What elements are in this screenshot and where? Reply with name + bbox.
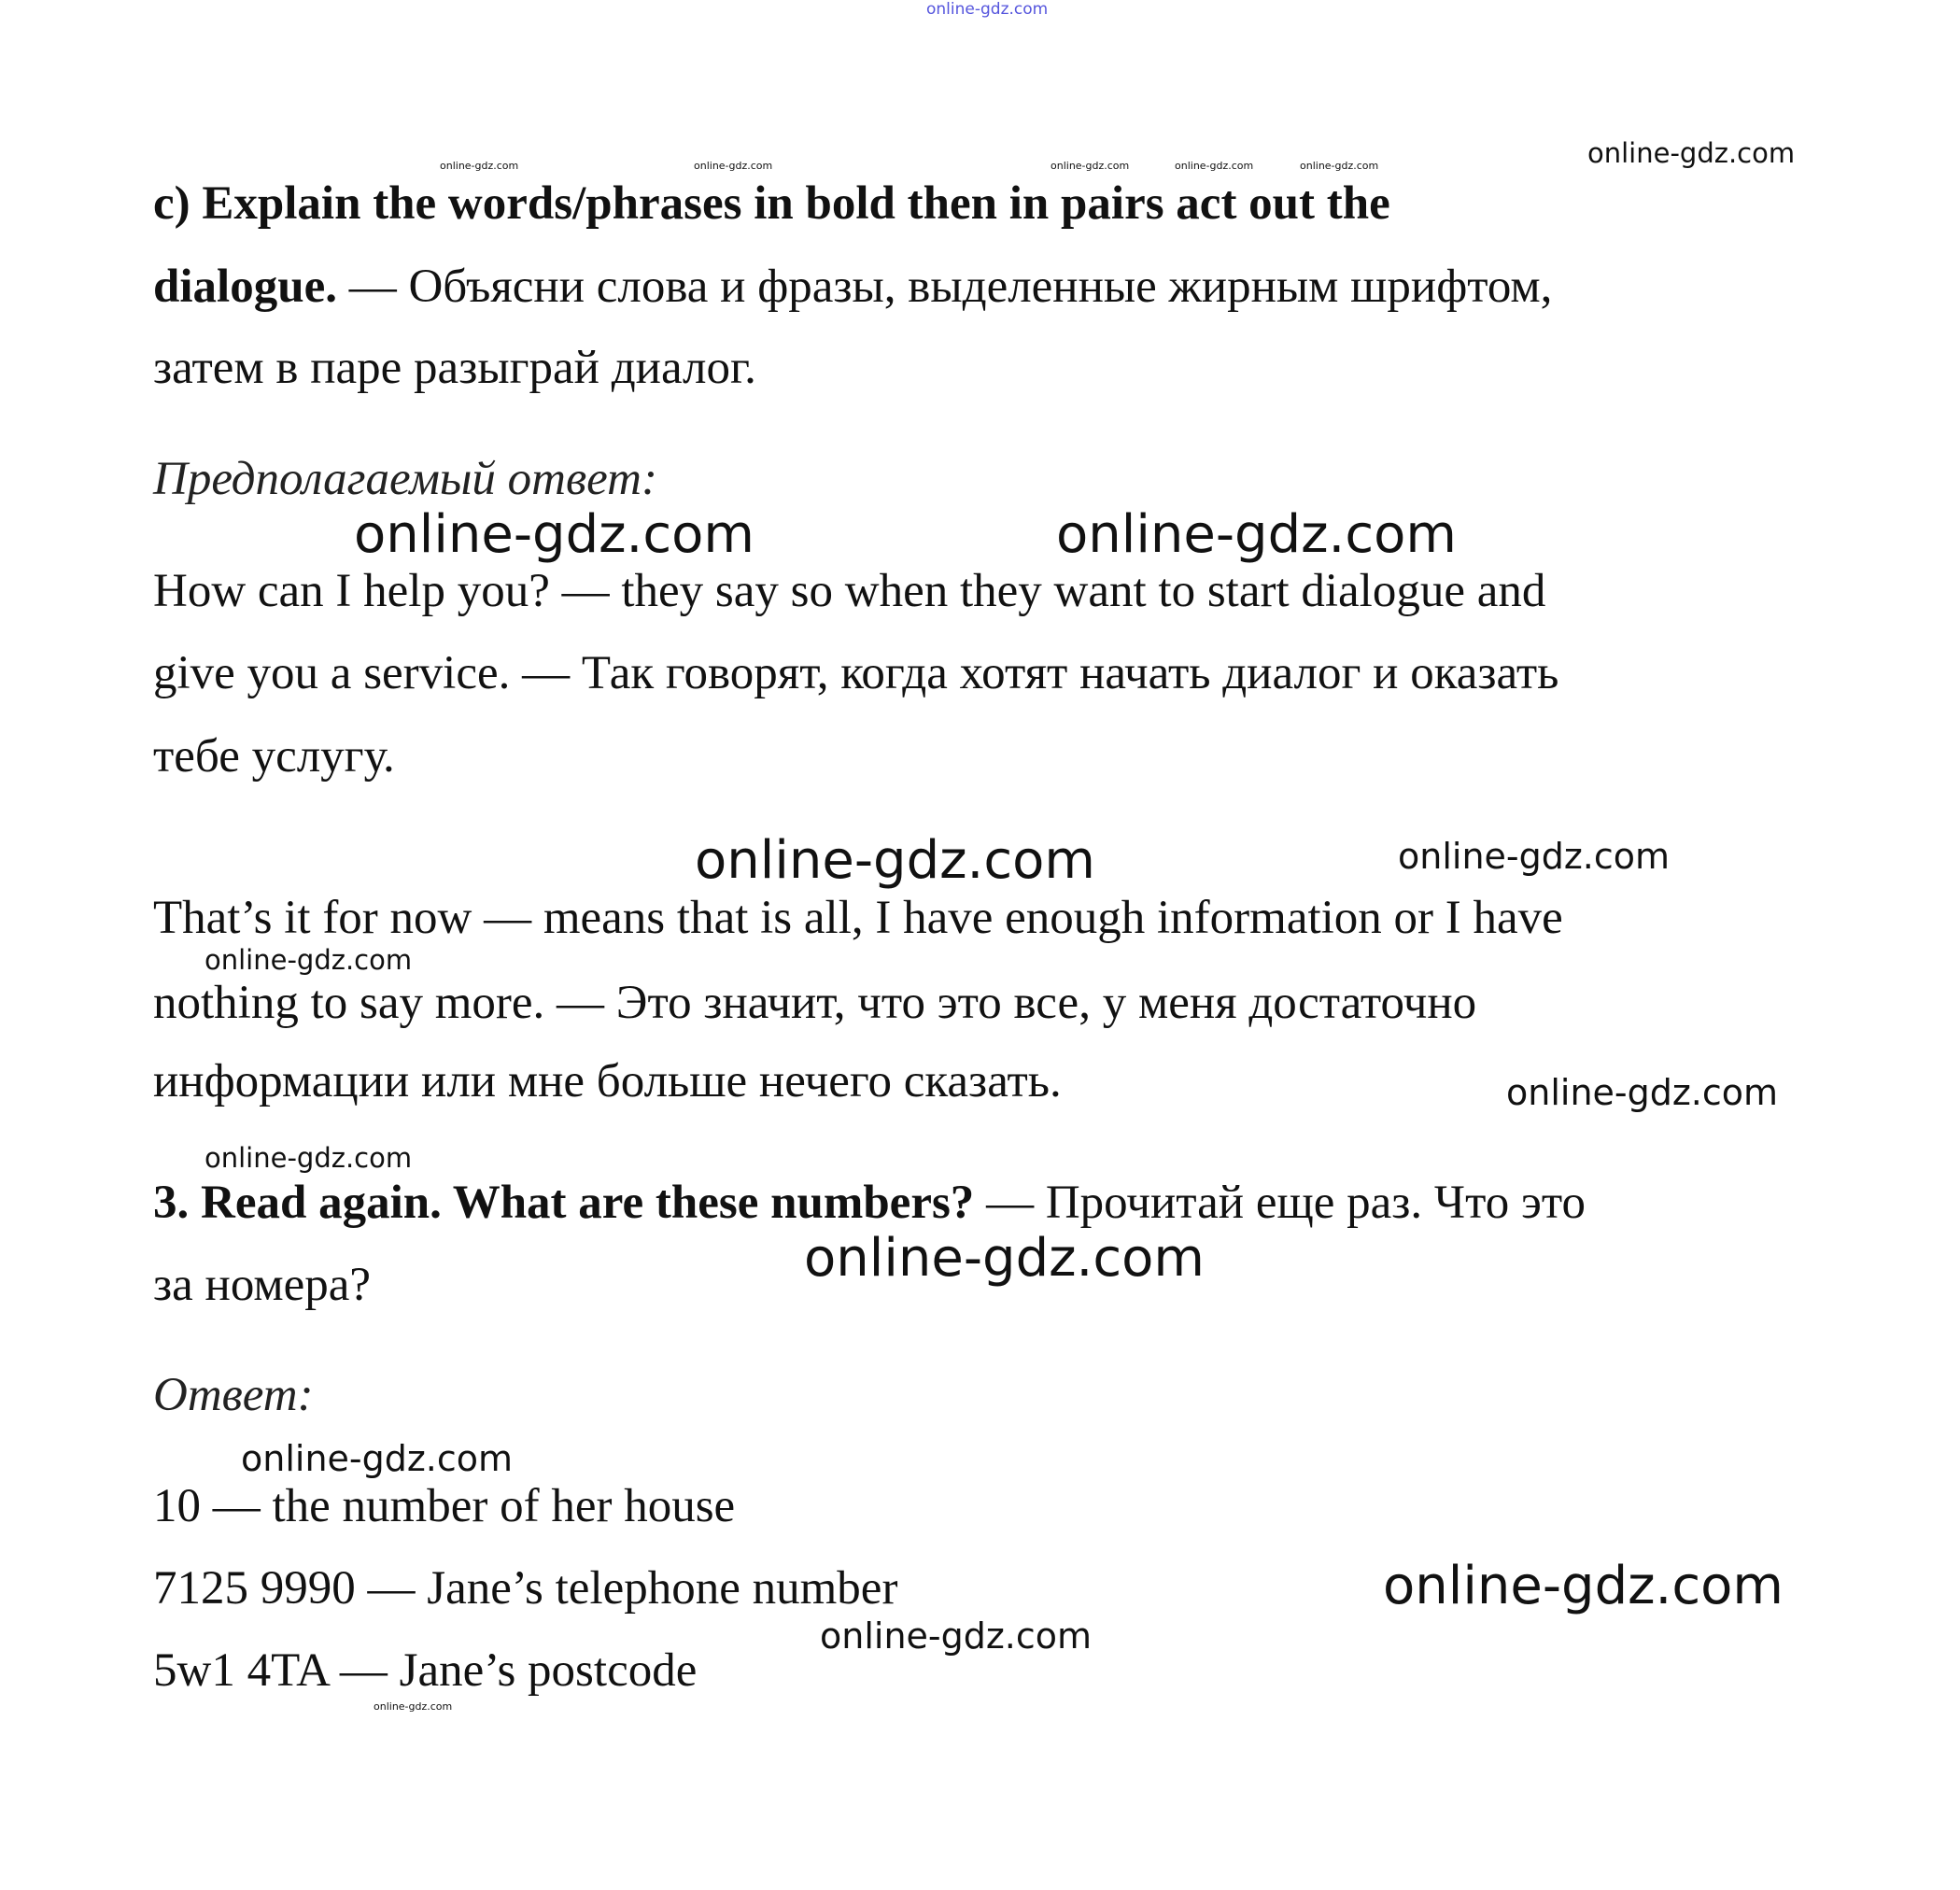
watermark: online-gdz.com	[1175, 160, 1254, 172]
watermark: online-gdz.com	[1398, 836, 1671, 877]
task-3-line-2: за номера?	[153, 1259, 372, 1311]
watermark: online-gdz.com	[1300, 160, 1379, 172]
watermark: online-gdz.com	[1051, 160, 1130, 172]
task-c-line-2	[153, 259, 1552, 315]
watermark: online-gdz.com	[241, 1438, 514, 1479]
task-c-bold: dialogue.	[153, 261, 337, 313]
watermark: online-gdz.com	[204, 944, 413, 976]
watermark: online-gdz.com	[1506, 1072, 1779, 1113]
watermark: online-gdz.com	[1383, 1556, 1784, 1616]
task-3-translation: — Прочитай еще раз. Что это	[974, 1177, 1586, 1229]
top-watermark: online-gdz.com	[926, 0, 1049, 19]
explanation-line: give you a service. — Так говорят, когда хотят начать диалог и оказать	[153, 647, 1559, 699]
suggested-answer-label: Предполагаемый ответ:	[153, 453, 657, 505]
task-c-line-1: c) Explain the words/phrases in bold then in pairs act out the	[153, 177, 1390, 230]
explanation-line: тебе услугу.	[153, 730, 395, 783]
explanation-line: How can I help you? — they say so when they want to start dialogue and	[153, 565, 1546, 617]
answer-item: 7125 9990 — Jane’s telephone number	[153, 1562, 898, 1615]
watermark: online-gdz.com	[354, 504, 754, 565]
watermark: online-gdz.com	[1056, 504, 1457, 565]
explanation-line: информации или мне больше нечего сказать.	[153, 1055, 1062, 1107]
watermark: online-gdz.com	[1587, 137, 1796, 169]
watermark: online-gdz.com	[804, 1228, 1205, 1289]
answer-label: Ответ:	[153, 1369, 314, 1421]
watermark: online-gdz.com	[440, 160, 519, 172]
task-3-bold: 3. Read again. What are these numbers?	[153, 1177, 975, 1229]
task-c-line-3: затем в паре разыграй диалог.	[153, 342, 756, 394]
task-3-line-1	[153, 1175, 1586, 1231]
explanation-line: That’s it for now — means that is all, I have enough information or I have	[153, 892, 1563, 944]
watermark: online-gdz.com	[374, 1700, 453, 1713]
answer-item: 5w1 4TA — Jane’s postcode	[153, 1644, 698, 1697]
watermark: online-gdz.com	[820, 1615, 1093, 1657]
watermark: online-gdz.com	[695, 830, 1095, 891]
task-c-translation: — Объясни слова и фразы, выделенные жирным шрифтом,	[336, 261, 1553, 313]
explanation-line: nothing to say more. — Это значит, что это все, у меня достаточно	[153, 977, 1477, 1029]
watermark: online-gdz.com	[204, 1142, 413, 1174]
watermark: online-gdz.com	[694, 160, 773, 172]
answer-item: 10 — the number of her house	[153, 1480, 736, 1532]
